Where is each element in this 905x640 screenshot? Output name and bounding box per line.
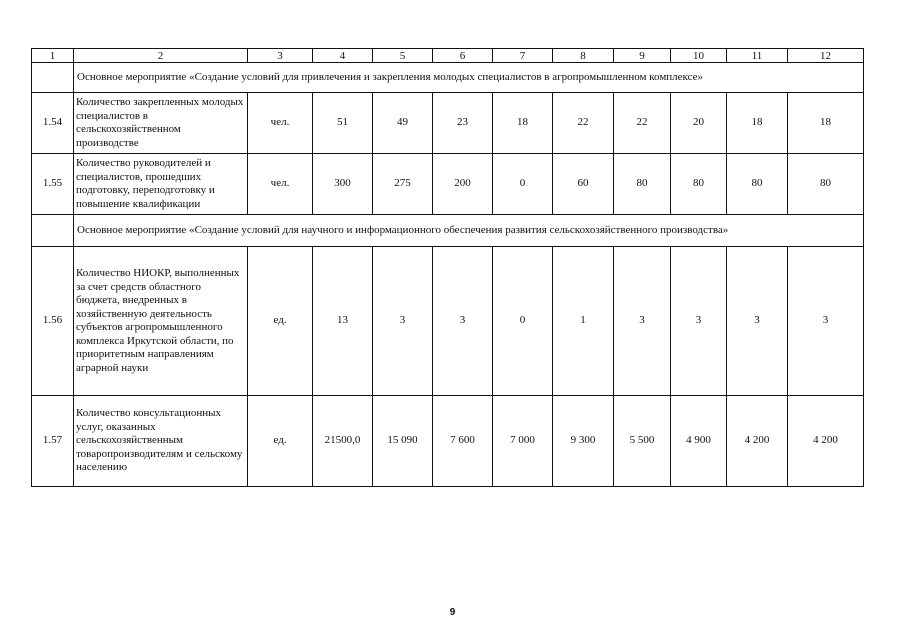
value-cell: 21500,0 xyxy=(313,396,373,487)
value-cell: 4 200 xyxy=(727,396,788,487)
value-cell: 22 xyxy=(553,93,614,154)
value-cell: 80 xyxy=(671,154,727,215)
value-cell: 80 xyxy=(614,154,671,215)
value-cell: 300 xyxy=(313,154,373,215)
value-cell: 20 xyxy=(671,93,727,154)
section-number-cell xyxy=(32,63,74,93)
value-cell: 3 xyxy=(788,247,864,396)
value-cell: 7 000 xyxy=(493,396,553,487)
unit-cell: чел. xyxy=(248,154,313,215)
indicator-name: Количество НИОКР, выполненных за счет средств областного бюджета, внедренных в хозяйственную деятельность субъектов агропромышленного комплекса Иркутской области, по приоритетным направлениям аграрной науки xyxy=(74,247,248,396)
value-cell: 18 xyxy=(788,93,864,154)
section-title: Основное мероприятие «Создание условий для научного и информационного обеспечения развития сельскохозяйственного производства» xyxy=(74,215,864,247)
row-number: 1.56 xyxy=(32,247,74,396)
column-number: 2 xyxy=(74,49,248,63)
indicators-table xyxy=(31,48,864,487)
value-cell: 7 600 xyxy=(433,396,493,487)
row-number: 1.54 xyxy=(32,93,74,154)
column-number: 9 xyxy=(614,49,671,63)
page-number: 9 xyxy=(449,607,456,618)
value-cell: 3 xyxy=(373,247,433,396)
unit-cell: чел. xyxy=(248,93,313,154)
column-number: 6 xyxy=(433,49,493,63)
value-cell: 4 200 xyxy=(788,396,864,487)
unit-cell: ед. xyxy=(248,396,313,487)
value-cell: 200 xyxy=(433,154,493,215)
unit-cell: ед. xyxy=(248,247,313,396)
value-cell: 13 xyxy=(313,247,373,396)
table-row xyxy=(32,396,864,487)
column-number: 12 xyxy=(788,49,864,63)
value-cell: 5 500 xyxy=(614,396,671,487)
value-cell: 23 xyxy=(433,93,493,154)
indicator-name: Количество руководителей и специалистов, прошедших подготовку, переподготовку и повышение квалификации xyxy=(74,154,248,215)
table-row xyxy=(32,93,864,154)
value-cell: 15 090 xyxy=(373,396,433,487)
section-title: Основное мероприятие «Создание условий для привлечения и закрепления молодых специалистов в агропромышленном комплексе» xyxy=(74,63,864,93)
value-cell: 9 300 xyxy=(553,396,614,487)
value-cell: 49 xyxy=(373,93,433,154)
table-row xyxy=(32,154,864,215)
column-number: 5 xyxy=(373,49,433,63)
table-row xyxy=(32,247,864,396)
value-cell: 1 xyxy=(553,247,614,396)
value-cell: 3 xyxy=(727,247,788,396)
value-cell: 0 xyxy=(493,247,553,396)
section-row xyxy=(32,63,864,93)
column-number: 7 xyxy=(493,49,553,63)
value-cell: 80 xyxy=(788,154,864,215)
value-cell: 4 900 xyxy=(671,396,727,487)
section-number-cell xyxy=(32,215,74,247)
value-cell: 18 xyxy=(727,93,788,154)
column-number: 10 xyxy=(671,49,727,63)
value-cell: 80 xyxy=(727,154,788,215)
value-cell: 22 xyxy=(614,93,671,154)
value-cell: 275 xyxy=(373,154,433,215)
indicator-name: Количество закрепленных молодых специалистов в сельскохозяйственном производстве xyxy=(74,93,248,154)
column-number: 4 xyxy=(313,49,373,63)
value-cell: 51 xyxy=(313,93,373,154)
section-row xyxy=(32,215,864,247)
column-number: 8 xyxy=(553,49,614,63)
column-number: 11 xyxy=(727,49,788,63)
value-cell: 60 xyxy=(553,154,614,215)
value-cell: 3 xyxy=(614,247,671,396)
column-number-row xyxy=(32,49,864,63)
column-number: 1 xyxy=(32,49,74,63)
row-number: 1.57 xyxy=(32,396,74,487)
column-number: 3 xyxy=(248,49,313,63)
indicator-name: Количество консультационных услуг, оказанных сельскохозяйственным товаропроизводителям и сельскому населению xyxy=(74,396,248,487)
value-cell: 3 xyxy=(433,247,493,396)
row-number: 1.55 xyxy=(32,154,74,215)
value-cell: 3 xyxy=(671,247,727,396)
value-cell: 18 xyxy=(493,93,553,154)
value-cell: 0 xyxy=(493,154,553,215)
